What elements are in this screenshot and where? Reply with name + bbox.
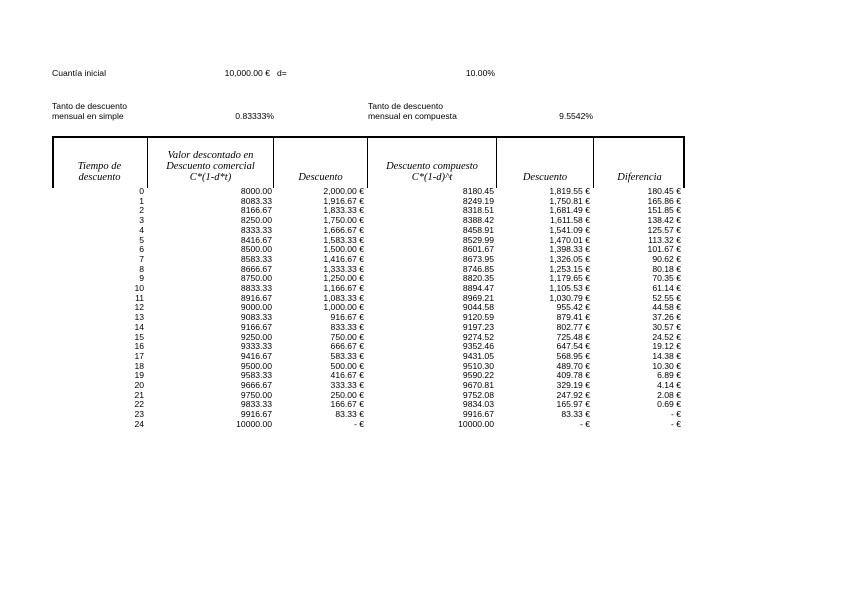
table-cell: 9510.30 bbox=[462, 360, 494, 371]
table-cell: 1,083.33 € bbox=[323, 292, 364, 303]
table-cell: 4.14 € bbox=[657, 380, 681, 391]
table-cell: 8529.99 bbox=[462, 234, 494, 245]
table-cell: 165.97 € bbox=[556, 399, 590, 410]
compound-rate-label-2: mensual en compuesta bbox=[368, 111, 457, 121]
table-cell: 8318.51 bbox=[462, 205, 494, 216]
table-cell: 2.08 € bbox=[657, 389, 681, 400]
table-cell: 8 bbox=[139, 263, 144, 274]
table-cell: 8583.33 bbox=[240, 253, 272, 264]
table-cell: 8916.67 bbox=[240, 292, 272, 303]
header-compound-value: Descuento compuesto C*(1-d)^t bbox=[386, 161, 478, 183]
table-cell: 9416.67 bbox=[240, 350, 272, 361]
table-cell: - € bbox=[353, 418, 364, 429]
table-cell: 1,326.05 € bbox=[549, 253, 590, 264]
table-cell: 83.33 € bbox=[335, 409, 364, 420]
table-cell: 1,583.33 € bbox=[323, 234, 364, 245]
table-cell: 833.33 € bbox=[330, 321, 364, 332]
table-cell: 17 bbox=[134, 350, 144, 361]
table-cell: 1,030.79 € bbox=[549, 292, 590, 303]
table-cell: - € bbox=[579, 418, 590, 429]
table-cell: 725.48 € bbox=[556, 331, 590, 342]
table-cell: 1,611.58 € bbox=[550, 215, 590, 226]
table-cell: 916.67 € bbox=[330, 312, 364, 323]
header-discount-compound: Descuento bbox=[522, 172, 568, 183]
table-cell: 0 bbox=[139, 186, 144, 196]
table-cell: 329.19 € bbox=[556, 380, 590, 391]
table-cell: 166.67 € bbox=[330, 399, 364, 410]
table-cell: 9274.52 bbox=[462, 331, 494, 342]
table-cell: 1 bbox=[139, 195, 144, 206]
table-cell: 90.62 € bbox=[652, 253, 681, 264]
table-cell: 52.55 € bbox=[652, 292, 681, 303]
table-cell: 1,750.00 € bbox=[323, 215, 364, 226]
table-cell: 14 bbox=[134, 321, 144, 332]
table-cell: 14.38 € bbox=[652, 350, 681, 361]
table-cell: 2,000.00 € bbox=[323, 186, 364, 196]
table-cell: 9333.33 bbox=[240, 341, 272, 352]
table-cell: 1,398.33 € bbox=[549, 244, 590, 255]
table-cell: 9500.00 bbox=[240, 360, 272, 371]
table-cell: 19 bbox=[134, 370, 144, 381]
table-cell: 6.89 € bbox=[657, 370, 681, 381]
table-cell: 70.35 € bbox=[652, 273, 681, 284]
table-cell: 3 bbox=[139, 215, 144, 226]
table-cell: 1,666.67 € bbox=[323, 224, 364, 235]
table-cell: 250.00 € bbox=[330, 389, 364, 400]
table-cell: 7 bbox=[139, 253, 144, 264]
table-cell: 8000.00 bbox=[240, 186, 272, 196]
table-cell: 9 bbox=[139, 273, 144, 284]
table-cell: 9583.33 bbox=[240, 370, 272, 381]
table-cell: 8969.21 bbox=[462, 292, 494, 303]
table-cell: 8416.67 bbox=[240, 234, 272, 245]
header-commercial-value: Valor descontado en Descuento comercial C*(1-d*t) bbox=[166, 150, 255, 183]
discount-table bbox=[52, 187, 681, 430]
table-cell: 44.58 € bbox=[652, 302, 681, 313]
table-cell: 19.12 € bbox=[652, 341, 681, 352]
table-cell: 8333.33 bbox=[240, 224, 272, 235]
simple-rate-label-1: Tanto de descuento bbox=[52, 101, 128, 111]
table-cell: 9250.00 bbox=[240, 331, 272, 342]
table-cell: 9834.03 bbox=[462, 399, 494, 410]
table-cell: 9670.81 bbox=[462, 380, 494, 391]
table-cell: 9197.23 bbox=[462, 321, 494, 332]
table-cell: 1,681.49 € bbox=[549, 205, 590, 216]
table-cell: 125.57 € bbox=[647, 224, 681, 235]
table-cell: 9590.22 bbox=[462, 370, 494, 381]
table-cell: 83.33 € bbox=[561, 409, 590, 420]
table-cell: 409.78 € bbox=[556, 370, 590, 381]
table-cell: 1,541.09 € bbox=[549, 224, 590, 235]
table-cell: 30.57 € bbox=[652, 321, 681, 332]
table-cell: 1,250.00 € bbox=[323, 273, 364, 284]
simple-rate-label-2: mensual en simple bbox=[52, 111, 124, 121]
table-cell: 101.67 € bbox=[647, 244, 681, 255]
table-cell: 8750.00 bbox=[240, 273, 272, 284]
table-cell: 8180.45 bbox=[462, 186, 494, 196]
table-cell: 4 bbox=[139, 224, 144, 235]
compound-rate-label-1: Tanto de descuento bbox=[368, 101, 444, 111]
table-cell: 1,166.67 € bbox=[323, 283, 364, 294]
table-cell: 1,819.55 € bbox=[549, 186, 590, 196]
compound-rate-value: 9.5542% bbox=[559, 111, 593, 121]
table-cell: 11 bbox=[135, 292, 144, 303]
table-cell: 9120.59 bbox=[462, 312, 494, 323]
table-cell: 5 bbox=[139, 234, 144, 245]
table-cell: 568.95 € bbox=[556, 350, 590, 361]
table-cell: 8894.47 bbox=[462, 283, 494, 294]
table-cell: 8388.42 bbox=[462, 215, 494, 226]
table-cell: 0.69 € bbox=[657, 399, 681, 410]
table-cell: 10000.00 bbox=[458, 418, 494, 429]
table-cell: 1,916.67 € bbox=[323, 195, 364, 206]
table-cell: 1,333.33 € bbox=[323, 263, 364, 274]
table-cell: 10.30 € bbox=[652, 360, 681, 371]
table-cell: 9752.08 bbox=[462, 389, 494, 400]
table-cell: 647.54 € bbox=[556, 341, 590, 352]
table-cell: 666.67 € bbox=[330, 341, 364, 352]
header-time: Tiempo de descuento bbox=[77, 161, 122, 183]
initial-amount-value: 10,000.00 € bbox=[224, 68, 270, 78]
table-cell: 333.33 € bbox=[330, 380, 364, 391]
table-cell: 10 bbox=[134, 283, 144, 294]
table-cell: 416.67 € bbox=[330, 370, 364, 381]
table-cell: 802.77 € bbox=[556, 321, 590, 332]
table-cell: 24 bbox=[134, 418, 144, 429]
table-cell: 489.70 € bbox=[556, 360, 590, 371]
table-cell: 1,179.65 € bbox=[549, 273, 590, 284]
table-cell: 12 bbox=[134, 302, 144, 313]
table-cell: 8249.19 bbox=[462, 195, 494, 206]
table-cell: 9833.33 bbox=[240, 399, 272, 410]
table-cell: 247.92 € bbox=[556, 389, 590, 400]
table-cell: 8746.85 bbox=[462, 263, 494, 274]
table-cell: 180.45 € bbox=[647, 186, 681, 196]
table-cell: 21 bbox=[134, 389, 144, 400]
table-cell: 151.85 € bbox=[647, 205, 681, 216]
d-label: d= bbox=[277, 68, 287, 78]
table-cell: 113.32 € bbox=[648, 234, 681, 245]
table-cell: 20 bbox=[134, 380, 144, 391]
table-cell: 18 bbox=[134, 360, 144, 371]
table-cell: - € bbox=[670, 409, 681, 420]
table-cell: 879.41 € bbox=[556, 312, 590, 323]
table-cell: 1,416.67 € bbox=[323, 253, 364, 264]
table-cell: 9352.46 bbox=[462, 341, 494, 352]
table-cell: 8820.35 bbox=[462, 273, 494, 284]
table-cell: 22 bbox=[134, 399, 144, 410]
table-cell: 9431.05 bbox=[462, 350, 494, 361]
d-value: 10.00% bbox=[465, 68, 495, 78]
simple-rate-value: 0.83333% bbox=[235, 111, 274, 121]
table-cell: 8673.95 bbox=[462, 253, 494, 264]
table-cell: 16 bbox=[134, 341, 144, 352]
table-cell: 9083.33 bbox=[240, 312, 272, 323]
table-cell: 6 bbox=[139, 244, 144, 255]
table-cell: 9916.67 bbox=[240, 409, 272, 420]
table-cell: - € bbox=[670, 418, 681, 429]
initial-amount-label: Cuantía inicial bbox=[52, 68, 106, 78]
table-cell: 9750.00 bbox=[240, 389, 272, 400]
table-cell: 15 bbox=[134, 331, 144, 342]
table-cell: 23 bbox=[134, 409, 144, 420]
table-cell: 1,000.00 € bbox=[323, 302, 364, 313]
table-cell: 8458.91 bbox=[462, 224, 494, 235]
table-cell: 165.86 € bbox=[647, 195, 681, 206]
table-cell: 10000.00 bbox=[236, 418, 272, 429]
table-cell: 8250.00 bbox=[240, 215, 272, 226]
table-cell: 1,470.01 € bbox=[549, 234, 590, 245]
table-cell: 2 bbox=[139, 205, 144, 216]
table-cell: 9916.67 bbox=[462, 409, 494, 420]
table-row bbox=[52, 420, 681, 430]
table-cell: 13 bbox=[134, 312, 144, 323]
table-cell: 24.52 € bbox=[652, 331, 681, 342]
table-cell: 8833.33 bbox=[240, 283, 272, 294]
header-difference: Diferencia bbox=[617, 172, 662, 183]
table-cell: 8166.67 bbox=[240, 205, 272, 216]
table-cell: 9666.67 bbox=[240, 380, 272, 391]
table-cell: 8083.33 bbox=[240, 195, 272, 206]
table-cell: 9166.67 bbox=[240, 321, 272, 332]
table-cell: 138.42 € bbox=[647, 215, 681, 226]
table-cell: 8601.67 bbox=[462, 244, 494, 255]
table-cell: 9000.00 bbox=[240, 302, 272, 313]
table-cell: 750.00 € bbox=[330, 331, 364, 342]
table-cell: 8500.00 bbox=[240, 244, 272, 255]
table-cell: 1,833.33 € bbox=[323, 205, 364, 216]
table-cell: 1,105.53 € bbox=[549, 283, 590, 294]
table-cell: 8666.67 bbox=[240, 263, 272, 274]
table-cell: 500.00 € bbox=[330, 360, 364, 371]
table-cell: 583.33 € bbox=[330, 350, 364, 361]
table-cell: 80.18 € bbox=[652, 263, 681, 274]
table-cell: 1,750.81 € bbox=[549, 195, 590, 206]
table-cell: 9044.58 bbox=[462, 302, 494, 313]
table-cell: 1,253.15 € bbox=[549, 263, 590, 274]
header-discount-simple: Descuento bbox=[298, 172, 343, 183]
table-cell: 1,500.00 € bbox=[323, 244, 364, 255]
table-cell: 61.14 € bbox=[652, 283, 681, 294]
table-cell: 37.26 € bbox=[652, 312, 681, 323]
table-cell: 955.42 € bbox=[556, 302, 590, 313]
